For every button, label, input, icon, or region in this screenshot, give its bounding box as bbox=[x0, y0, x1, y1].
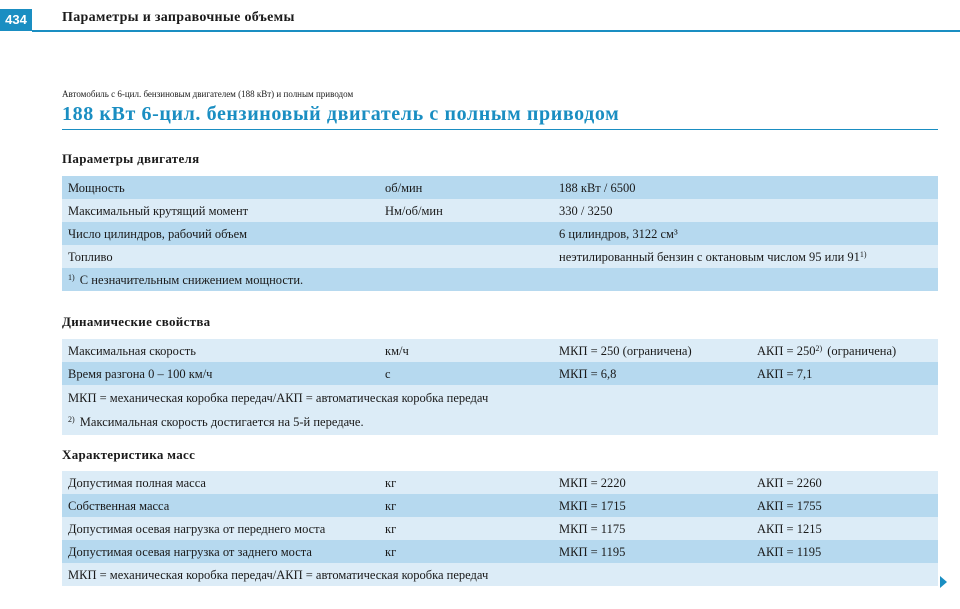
value-cell: 188 кВт / 6500 bbox=[553, 176, 938, 199]
akp-cell: АКП = 2260 bbox=[751, 471, 938, 494]
page-number: 434 bbox=[0, 9, 32, 31]
footnote-line bbox=[68, 409, 932, 433]
unit-cell: кг bbox=[379, 471, 553, 494]
footnote-row bbox=[62, 385, 938, 435]
akp-text: АКП = 250 bbox=[757, 343, 816, 358]
abbrev-note: МКП = механическая коробка передач/АКП = автоматическая коробка передач bbox=[68, 391, 489, 405]
mkp-cell: МКП = 2220 bbox=[553, 471, 751, 494]
table-row bbox=[62, 245, 938, 268]
engine-table bbox=[62, 176, 938, 291]
akp-cell: АКП = 1755 bbox=[751, 494, 938, 517]
akp-cell: АКП = 1195 bbox=[751, 540, 938, 563]
mkp-cell: МКП = 250 (ограничена) bbox=[553, 339, 751, 362]
section-heading-dynamics: Динамические свойства bbox=[62, 314, 211, 329]
header-title: Параметры и заправочные объемы bbox=[62, 10, 295, 25]
section-heading-engine: Параметры двигателя bbox=[62, 151, 200, 166]
unit-cell bbox=[379, 245, 553, 268]
mkp-cell: МКП = 1175 bbox=[553, 517, 751, 540]
mkp-cell: МКП = 1715 bbox=[553, 494, 751, 517]
param-cell: Время разгона 0 – 100 км/ч bbox=[62, 362, 379, 385]
unit-cell: об/мин bbox=[379, 176, 553, 199]
param-cell: Максимальная скорость bbox=[62, 339, 379, 362]
footnote-cell bbox=[62, 385, 938, 435]
table-row bbox=[62, 176, 938, 199]
mkp-cell: МКП = 6,8 bbox=[553, 362, 751, 385]
value-cell bbox=[553, 245, 938, 268]
akp-cell: АКП = 7,1 bbox=[751, 362, 938, 385]
param-cell: Топливо bbox=[62, 245, 379, 268]
title-rule bbox=[62, 129, 938, 130]
unit-cell: кг bbox=[379, 540, 553, 563]
footnote-ref: 2) bbox=[815, 343, 823, 353]
param-cell: Максимальный крутящий момент bbox=[62, 199, 379, 222]
table-row bbox=[62, 222, 938, 245]
param-cell: Допустимая осевая нагрузка от заднего моста bbox=[62, 540, 379, 563]
masses-table bbox=[62, 471, 938, 586]
footnote-cell bbox=[62, 268, 938, 291]
table-row bbox=[62, 339, 938, 362]
value-cell: 330 / 3250 bbox=[553, 199, 938, 222]
footnote-text: Максимальная скорость достигается на 5-й передаче. bbox=[79, 415, 364, 429]
next-page-arrow-icon[interactable] bbox=[940, 576, 947, 588]
main-title: 188 кВт 6-цил. бензиновый двигатель с полным приводом bbox=[62, 103, 620, 125]
unit-cell: кг bbox=[379, 517, 553, 540]
value-text: неэтилированный бензин с октановым числом 95 или 91 bbox=[559, 249, 860, 264]
footnote-mark: 1) bbox=[68, 272, 75, 282]
header-rule bbox=[32, 30, 960, 32]
table-row bbox=[62, 362, 938, 385]
param-cell: Мощность bbox=[62, 176, 379, 199]
param-cell: Допустимая осевая нагрузка от переднего моста bbox=[62, 517, 379, 540]
unit-cell: с bbox=[379, 362, 553, 385]
subtitle: Автомобиль с 6-цил. бензиновым двигателем (188 кВт) и полным приводом bbox=[62, 89, 354, 99]
unit-cell: км/ч bbox=[379, 339, 553, 362]
table-row bbox=[62, 540, 938, 563]
akp-cell: АКП = 1215 bbox=[751, 517, 938, 540]
table-row bbox=[62, 471, 938, 494]
mkp-cell: МКП = 1195 bbox=[553, 540, 751, 563]
table-row bbox=[62, 517, 938, 540]
footnote-mark: 2) bbox=[68, 415, 75, 424]
dynamics-table bbox=[62, 339, 938, 435]
akp-suffix: (ограничена) bbox=[824, 343, 897, 358]
param-cell: Допустимая полная масса bbox=[62, 471, 379, 494]
section-heading-masses: Характеристика масс bbox=[62, 447, 196, 462]
table-row bbox=[62, 199, 938, 222]
table-row bbox=[62, 494, 938, 517]
footnote-ref: 1) bbox=[859, 249, 867, 259]
footnote-text: С незначительным снижением мощности. bbox=[79, 272, 304, 287]
unit-cell: Нм/об/мин bbox=[379, 199, 553, 222]
unit-cell bbox=[379, 222, 553, 245]
value-cell: 6 цилиндров, 3122 см³ bbox=[553, 222, 938, 245]
abbrev-note: МКП = механическая коробка передач/АКП = автоматическая коробка передач bbox=[62, 563, 938, 586]
footnote-row bbox=[62, 563, 938, 586]
akp-cell bbox=[751, 339, 938, 362]
footnote-row bbox=[62, 268, 938, 291]
param-cell: Собственная масса bbox=[62, 494, 379, 517]
param-cell: Число цилиндров, рабочий объем bbox=[62, 222, 379, 245]
unit-cell: кг bbox=[379, 494, 553, 517]
